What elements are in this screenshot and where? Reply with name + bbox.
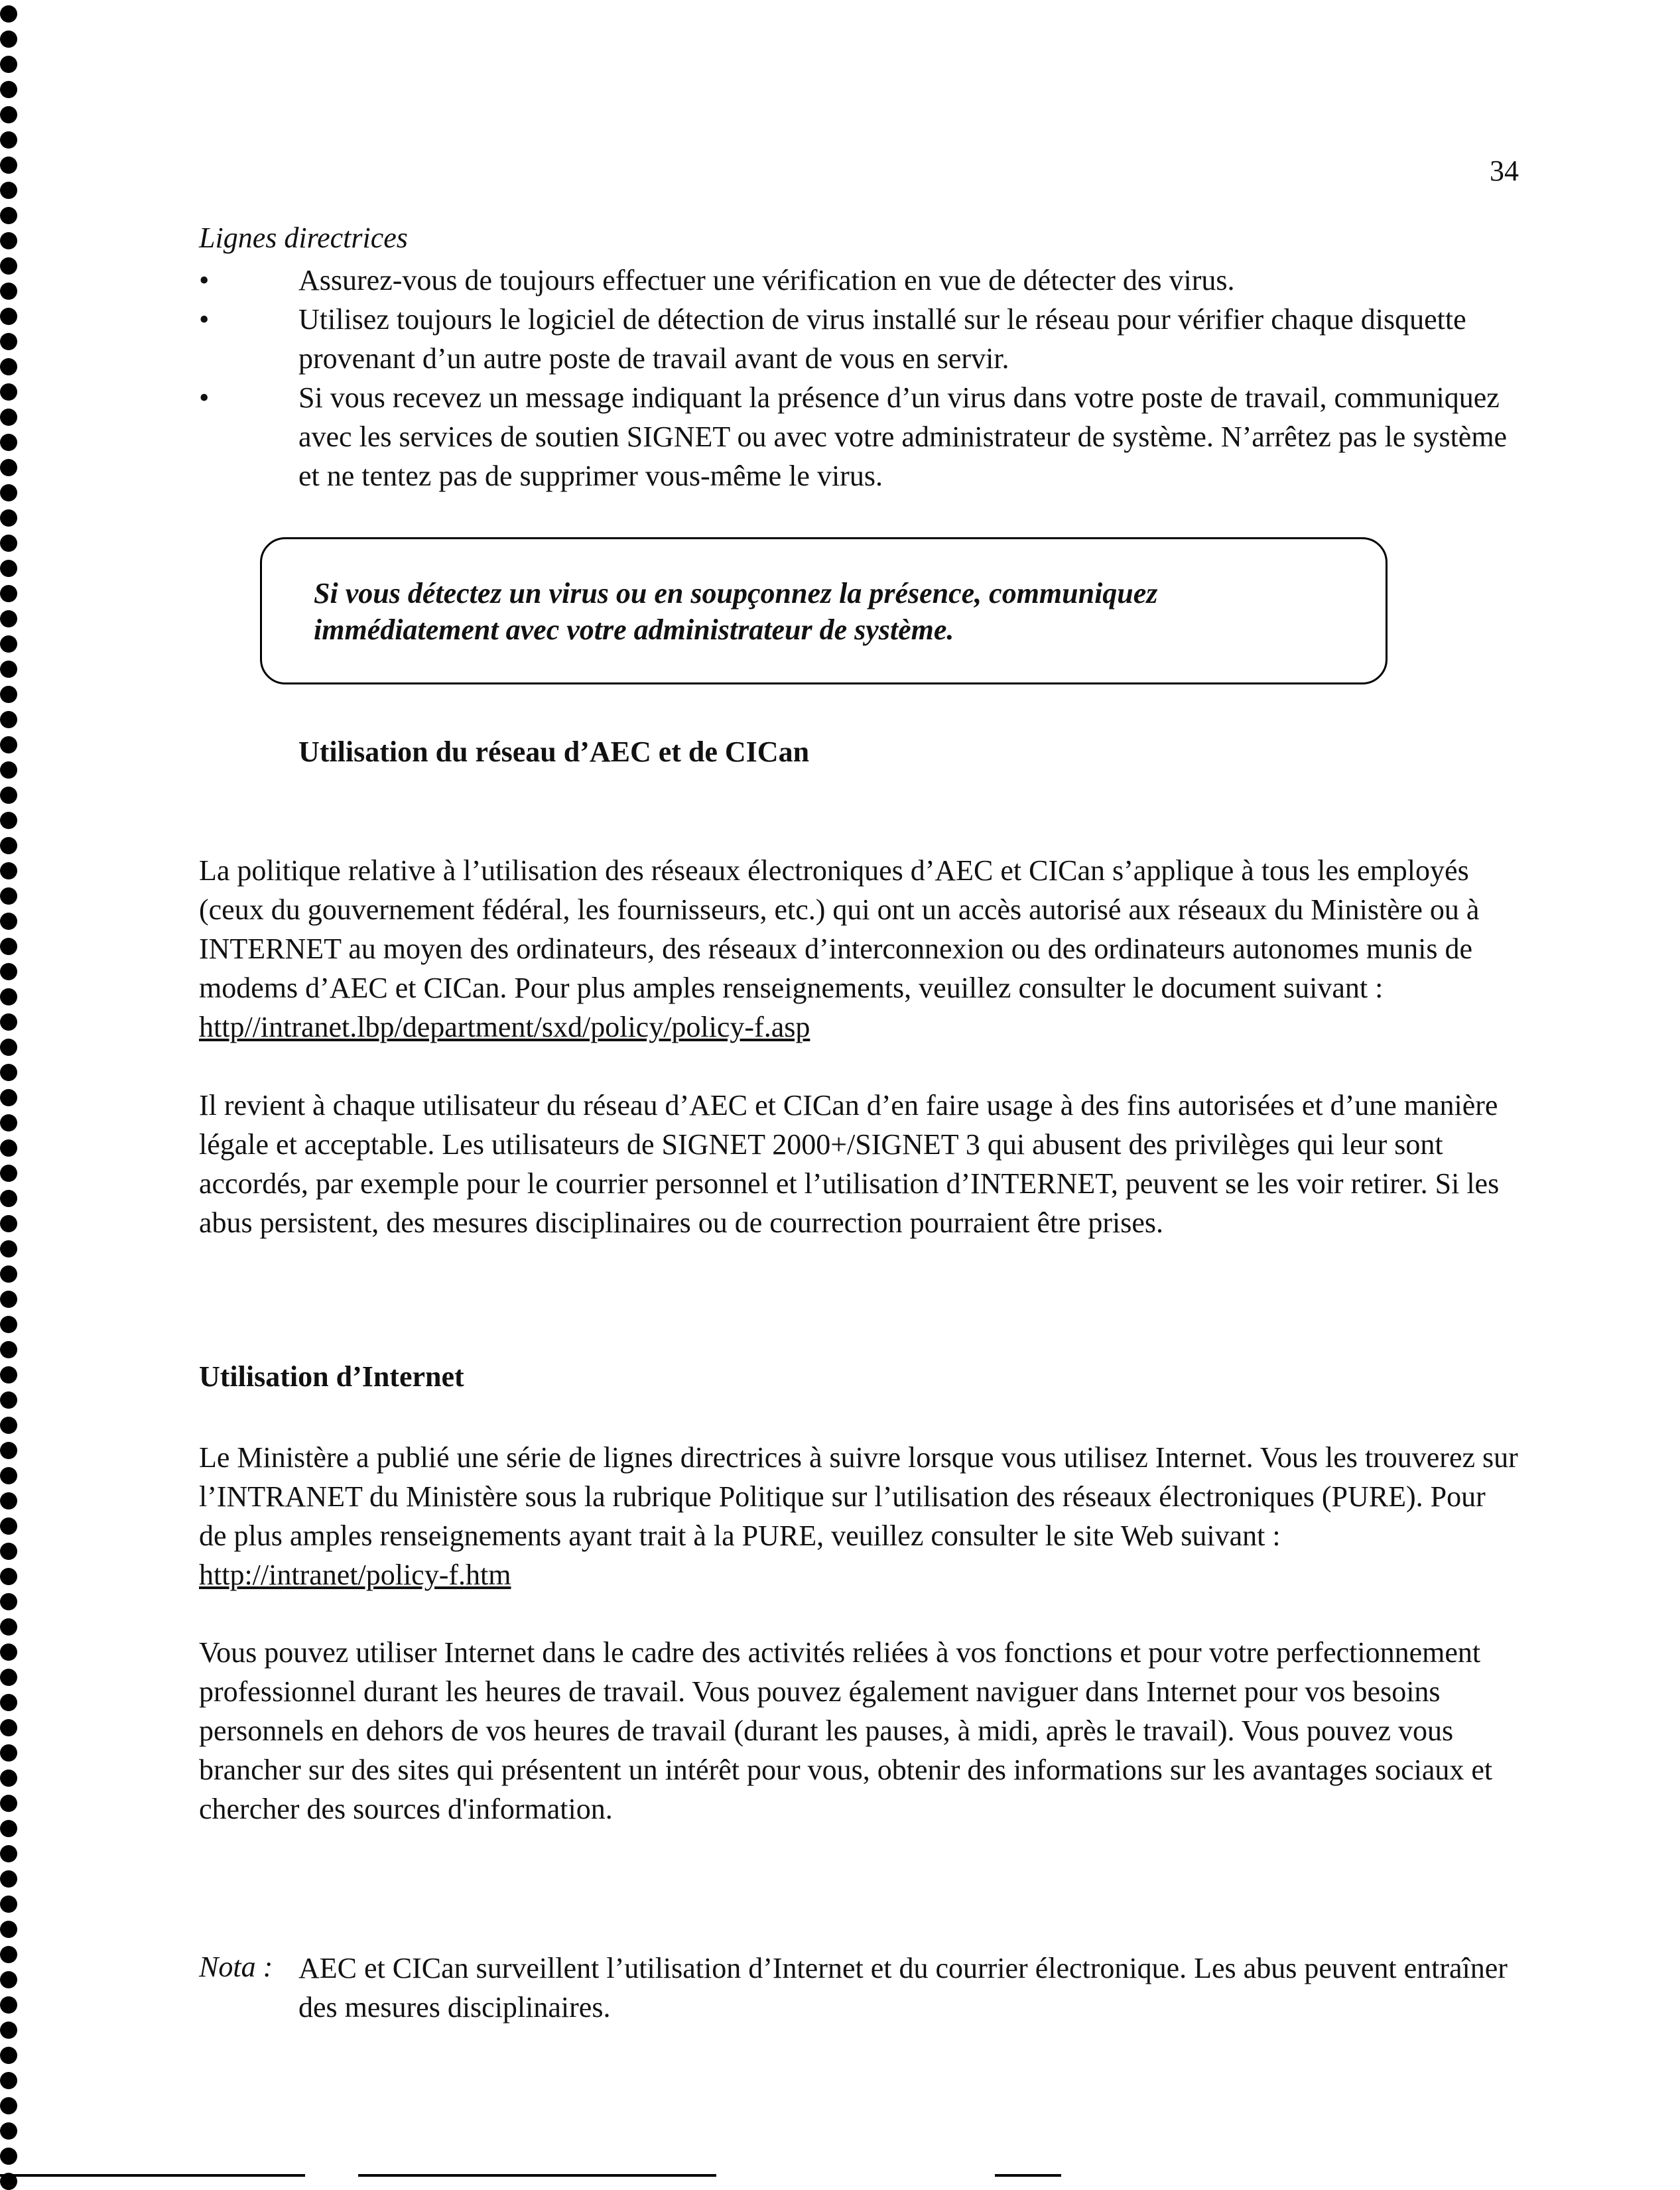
binding-hole xyxy=(0,560,17,577)
binding-hole xyxy=(0,812,17,829)
bottom-rule xyxy=(0,2174,305,2177)
binding-hole xyxy=(0,1165,17,1182)
binding-holes xyxy=(0,0,27,2183)
binding-hole xyxy=(0,1845,17,1862)
binding-hole xyxy=(0,1265,17,1283)
binding-hole xyxy=(0,1921,17,1938)
binding-hole xyxy=(0,1442,17,1459)
binding-hole xyxy=(0,409,17,426)
internet-guidelines-paragraph xyxy=(199,1438,1519,1594)
binding-hole xyxy=(0,2047,17,2064)
binding-hole xyxy=(0,1089,17,1106)
binding-hole xyxy=(0,1870,17,1888)
binding-hole xyxy=(0,1391,17,1409)
callout-line-2: immédiatement avec votre administrateur de système. xyxy=(314,613,954,646)
binding-hole xyxy=(0,1643,17,1661)
binding-hole xyxy=(0,157,17,174)
page-number: 34 xyxy=(1490,155,1519,187)
paragraph-text: La politique relative à l’utilisation des réseaux électroniques d’AEC et CICan s’applique à tous les employés (ceux du gouvernement fédéral, les fournisseurs, etc.) qui ont un accès autorisé aux réseaux du Ministère ou à INTERNET au moyen des ordinateurs, des réseaux d’interconnexion ou des ordinateurs autonomes munis de modems d’AEC et CICan. Pour plus amples renseignements, veuillez consulter le document suivant : xyxy=(199,854,1480,1004)
binding-hole xyxy=(0,2022,17,2039)
binding-hole xyxy=(0,1719,17,1736)
binding-hole xyxy=(0,182,17,199)
binding-hole xyxy=(0,938,17,955)
binding-hole xyxy=(0,1517,17,1535)
binding-hole xyxy=(0,761,17,779)
binding-hole xyxy=(0,1039,17,1056)
internet-section-heading: Utilisation d’Internet xyxy=(199,1360,464,1393)
paragraph-text: Le Ministère a publié une série de lignes directrices à suivre lorsque vous utilisez Internet. Vous les trouverez sur l’INTRANET du Ministère sous la rubrique Politique sur l’utilisation des réseaux électroniques (PURE). Pour de plus amples renseignements ayant trait à la PURE, veuillez consulter le site Web suivant : xyxy=(199,1441,1518,1552)
binding-hole xyxy=(0,1492,17,1510)
binding-hole xyxy=(0,257,17,275)
binding-hole xyxy=(0,207,17,224)
binding-hole xyxy=(0,635,17,653)
note-text: AEC et CICan surveillent l’utilisation d’Internet et du courrier électronique. Les abus peuvent entraîner des mesures disciplinaires. xyxy=(298,1952,1508,2024)
callout-line-1: Si vous détectez un virus ou en soupçonnez la présence, communiquez xyxy=(314,577,1158,610)
list-item: • Assurez-vous de toujours effectuer une vérification en vue de détecter des virus. xyxy=(199,261,1525,300)
binding-hole xyxy=(0,1543,17,1560)
binding-hole xyxy=(0,1618,17,1636)
binding-hole xyxy=(0,81,17,98)
binding-hole xyxy=(0,2148,17,2165)
bottom-rule xyxy=(358,2174,716,2177)
network-policy-paragraph xyxy=(199,851,1519,1047)
binding-hole xyxy=(0,1971,17,1988)
binding-hole xyxy=(0,1568,17,1585)
binding-hole xyxy=(0,535,17,552)
binding-hole xyxy=(0,1467,17,1484)
binding-hole xyxy=(0,837,17,854)
binding-hole xyxy=(0,1366,17,1384)
binding-hole xyxy=(0,913,17,930)
binding-hole xyxy=(0,787,17,804)
binding-hole xyxy=(0,686,17,703)
binding-hole xyxy=(0,736,17,753)
binding-hole xyxy=(0,1316,17,1333)
internet-usage-paragraph: Vous pouvez utiliser Internet dans le cadre des activités reliées à vos fonctions et pour votre perfectionnement professionnel durant les heures de travail. Vous pouvez également naviguer dans Internet pour vos besoins personnels en dehors de vos heures de travail (durant les pauses, à midi, après le travail). Vous pouvez vous brancher sur des sites qui présentent un intérêt pour vous, obtenir des informations sur les avantages sociaux et chercher des sources d'information. xyxy=(199,1636,1493,1825)
binding-hole xyxy=(0,1341,17,1358)
network-usage-paragraph: Il revient à chaque utilisateur du réseau d’AEC et CICan d’en faire usage à des fins autorisées et d’une manière légale et acceptable. Les utilisateurs de SIGNET 2000+/SIGNET 3 qui abusent des privilèges qui leur sont accordés, par exemple pour le courrier personnel et l’utilisation d’INTERNET, peuvent se les voir retirer. Si les abus persistent, des mesures disciplinaires ou de courrection pourraient être prises. xyxy=(199,1089,1500,1239)
binding-hole xyxy=(0,1417,17,1434)
binding-hole xyxy=(0,1896,17,1913)
list-item: • Utilisez toujours le logiciel de détection de virus installé sur le réseau pour vérifier chaque disquette provenant d’un autre poste de travail avant de vous en servir. xyxy=(199,300,1525,378)
binding-hole xyxy=(0,1744,17,1762)
binding-hole xyxy=(0,5,17,23)
binding-hole xyxy=(0,862,17,879)
binding-hole xyxy=(0,610,17,627)
guidelines-list xyxy=(199,261,1525,495)
virus-warning-callout xyxy=(260,537,1388,684)
binding-hole xyxy=(0,1064,17,1081)
binding-hole xyxy=(0,308,17,325)
binding-hole xyxy=(0,333,17,350)
binding-hole xyxy=(0,56,17,73)
binding-hole xyxy=(0,585,17,602)
binding-hole xyxy=(0,459,17,476)
bottom-rule xyxy=(995,2174,1061,2177)
binding-hole xyxy=(0,232,17,249)
binding-hole xyxy=(0,1946,17,1963)
binding-hole xyxy=(0,988,17,1005)
binding-hole xyxy=(0,1795,17,1812)
note-label: Nota : xyxy=(199,1951,273,1983)
binding-hole xyxy=(0,1139,17,1157)
binding-hole xyxy=(0,1190,17,1207)
binding-hole xyxy=(0,1996,17,2014)
binding-hole xyxy=(0,1770,17,1787)
network-section-heading: Utilisation du réseau d’AEC et de CICan xyxy=(298,736,810,768)
binding-hole xyxy=(0,2122,17,2140)
binding-hole xyxy=(0,1593,17,1610)
binding-hole xyxy=(0,31,17,48)
binding-hole xyxy=(0,2072,17,2089)
list-item: • Si vous recevez un message indiquant la présence d’un virus dans votre poste de travail, communiquez avec les services de soutien SIGNET ou avec votre administrateur de système. N’arrêtez pas le système et ne tentez pas de supprimer vous-même le virus. xyxy=(199,378,1525,495)
binding-hole xyxy=(0,1820,17,1837)
binding-hole xyxy=(0,1215,17,1232)
binding-hole xyxy=(0,131,17,149)
binding-hole xyxy=(0,1240,17,1257)
binding-hole xyxy=(0,661,17,678)
binding-hole xyxy=(0,283,17,300)
policy-link[interactable]: http//intranet.lbp/department/sxd/policy/policy-f.asp xyxy=(199,1011,810,1043)
binding-hole xyxy=(0,509,17,527)
binding-hole xyxy=(0,711,17,728)
binding-hole xyxy=(0,106,17,123)
binding-hole xyxy=(0,383,17,401)
binding-hole xyxy=(0,1669,17,1686)
binding-hole xyxy=(0,1114,17,1131)
binding-hole xyxy=(0,963,17,980)
guidelines-title: Lignes directrices xyxy=(199,222,408,254)
binding-hole xyxy=(0,484,17,501)
binding-hole xyxy=(0,1013,17,1031)
binding-hole xyxy=(0,358,17,375)
binding-hole xyxy=(0,1291,17,1308)
binding-hole xyxy=(0,2097,17,2114)
binding-hole xyxy=(0,887,17,905)
pure-link[interactable]: http://intranet/policy-f.htm xyxy=(199,1559,511,1591)
binding-hole xyxy=(0,434,17,451)
binding-hole xyxy=(0,1694,17,1711)
